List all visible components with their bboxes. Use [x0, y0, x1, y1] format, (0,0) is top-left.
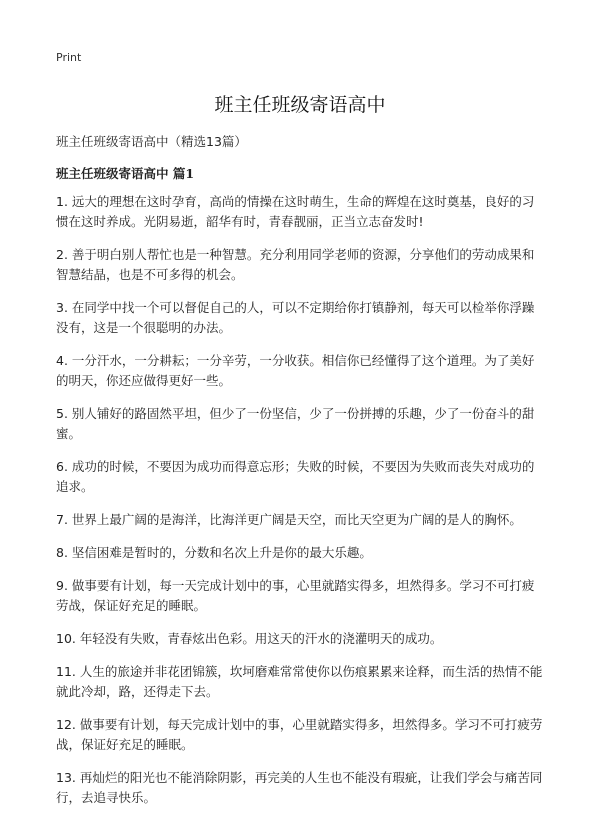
message-item: 6. 成功的时候，不要因为成功而得意忘形；失败的时候，不要因为失败而丧失对成功的追求。 — [56, 459, 535, 494]
message-item: 7. 世界上最广阔的是海洋，比海洋更广阔是天空，而比天空更为广阔的是人的胸怀。 — [56, 512, 522, 527]
message-item: 4. 一分汗水，一分耕耘；一分辛劳，一分收获。相信你已经懂得了这个道理。为了美好的明天，你还应做得更好一些。 — [56, 353, 535, 388]
message-item: 11. 人生的旅途并非花团锦簇，坎坷磨难常常使你以伤痕累累来诠释，而生活的热情不能就此冷却，路，还得走下去。 — [56, 664, 543, 699]
message-item: 1. 远大的理想在这时孕育，高尚的情操在这时萌生，生命的辉煌在这时奠基，良好的习惯在这时养成。光阴易逝，韶华有时，青春靓丽，正当立志奋发时! — [56, 194, 535, 229]
message-item: 3. 在同学中找一个可以督促自己的人，可以不定期给你打镇静剂，每天可以检举你浮躁没有，这是一个很聪明的办法。 — [56, 300, 535, 335]
print-link[interactable]: Print — [56, 51, 82, 64]
message-item: 12. 做事要有计划，每天完成计划中的事，心里就踏实得多，坦然得多。学习不可打疲劳战，保证好充足的睡眠。 — [56, 717, 543, 752]
message-item: 10. 年轻没有失败，青春炫出色彩。用这天的汗水的浇灌明天的成功。 — [56, 631, 443, 646]
document-subtitle: 班主任班级寄语高中（精选13篇） — [56, 134, 247, 149]
message-item: 13. 再灿烂的阳光也不能消除阴影，再完美的人生也不能没有瑕疵，让我们学会与痛苦同行，去追寻快乐。 — [56, 770, 543, 805]
page-title: 班主任班级寄语高中 — [214, 94, 386, 116]
message-item: 5. 别人铺好的路固然平坦，但少了一份坚信，少了一份拼搏的乐趣，少了一份奋斗的甜蜜。 — [56, 406, 535, 441]
message-list — [56, 192, 544, 808]
message-item: 2. 善于明白别人帮忙也是一种智慧。充分利用同学老师的资源，分享他们的劳动成果和智慧结晶，也是不可多得的机会。 — [56, 247, 535, 282]
message-item: 8. 坚信困难是暂时的，分数和名次上升是你的最大乐趣。 — [56, 545, 372, 560]
message-item: 9. 做事要有计划，每一天完成计划中的事，心里就踏实得多，坦然得多。学习不可打疲劳战，保证好充足的睡眠。 — [56, 578, 535, 613]
section-heading: 班主任班级寄语高中 篇1 — [56, 166, 195, 181]
